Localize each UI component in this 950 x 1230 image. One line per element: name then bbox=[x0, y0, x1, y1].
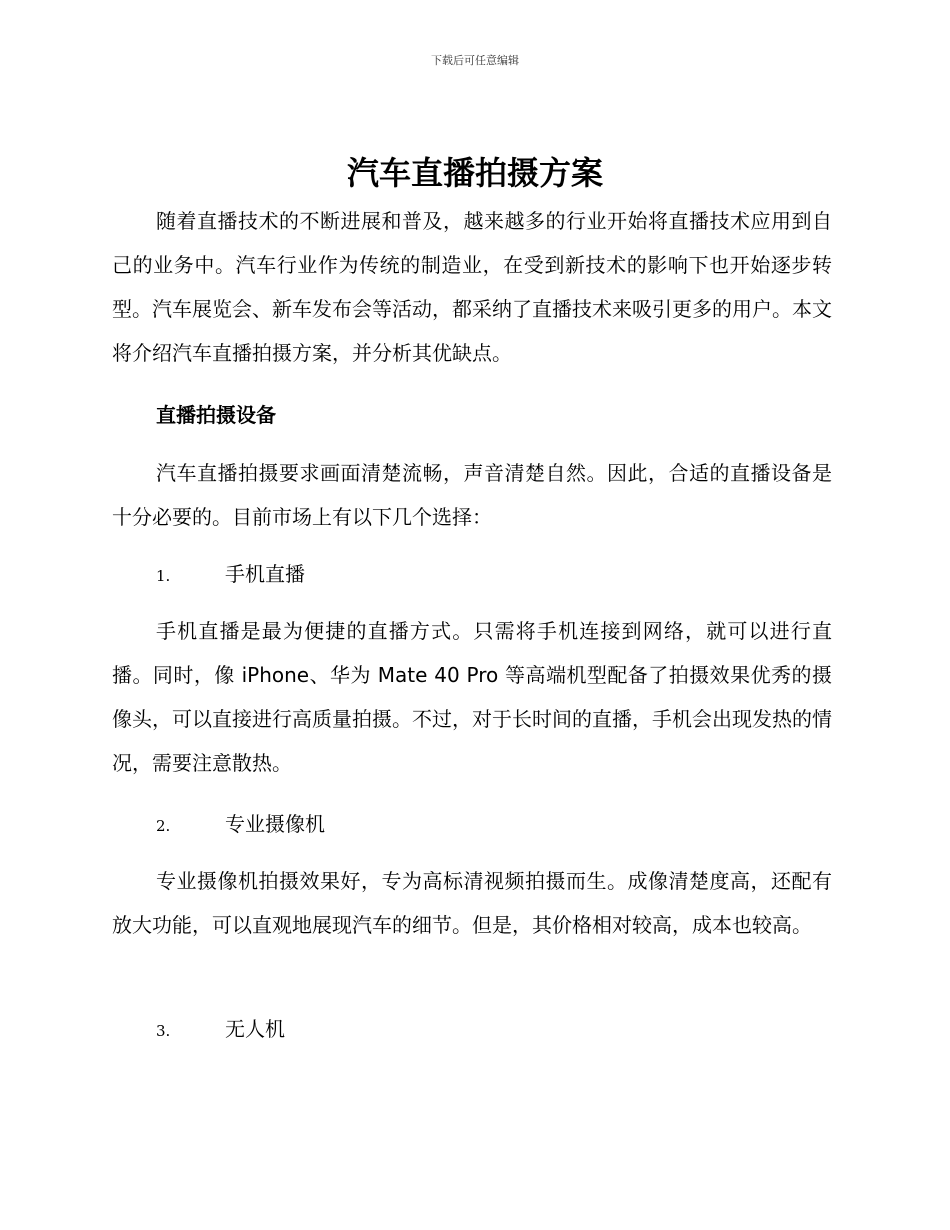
phone-description: 手机直播是最为便捷的直播方式。只需将手机连接到网络，就可以进行直播。同时，像 iPhone、华为 Mate 40 Pro 等高端机型配备了拍摄效果优秀的摄像头，可以直接进行高质量拍摄。不过，对于长时间的直播，手机会出现发热的情况，需要注意散热。 bbox=[112, 619, 832, 775]
section-intro-paragraph: 汽车直播拍摄要求画面清楚流畅，声音清楚自然。因此，合适的直播设备是十分必要的。目前市场上有以下几个选择： bbox=[112, 461, 832, 529]
page-header: 下载后可任意编辑 bbox=[431, 54, 519, 67]
list-item-phone bbox=[156, 560, 756, 590]
list-label: 手机直播 bbox=[225, 562, 305, 586]
camera-description: 专业摄像机拍摄效果好，专为高标清视频拍摄而生。成像清楚度高，还配有放大功能，可以直观地展现汽车的细节。但是，其价格相对较高，成本也较高。 bbox=[112, 869, 832, 937]
list-item-drone bbox=[156, 1015, 756, 1045]
document-title: 汽车直播拍摄方案 bbox=[346, 154, 603, 192]
intro-paragraph: 随着直播技术的不断进展和普及，越来越多的行业开始将直播技术应用到自己的业务中。汽车行业作为传统的制造业，在受到新技术的影响下也开始逐步转型。汽车展览会、新车发布会等活动，都采纳了直播技术来吸引更多的用户。本文将介绍汽车直播拍摄方案，并分析其优缺点。 bbox=[112, 209, 832, 365]
list-number: 2. bbox=[156, 817, 171, 835]
list-label: 专业摄像机 bbox=[225, 812, 325, 836]
list-item-camera bbox=[156, 810, 756, 840]
section-heading: 直播拍摄设备 bbox=[156, 403, 276, 427]
list-number: 3. bbox=[156, 1022, 171, 1040]
list-label: 无人机 bbox=[225, 1017, 285, 1041]
list-number: 1. bbox=[156, 567, 171, 585]
